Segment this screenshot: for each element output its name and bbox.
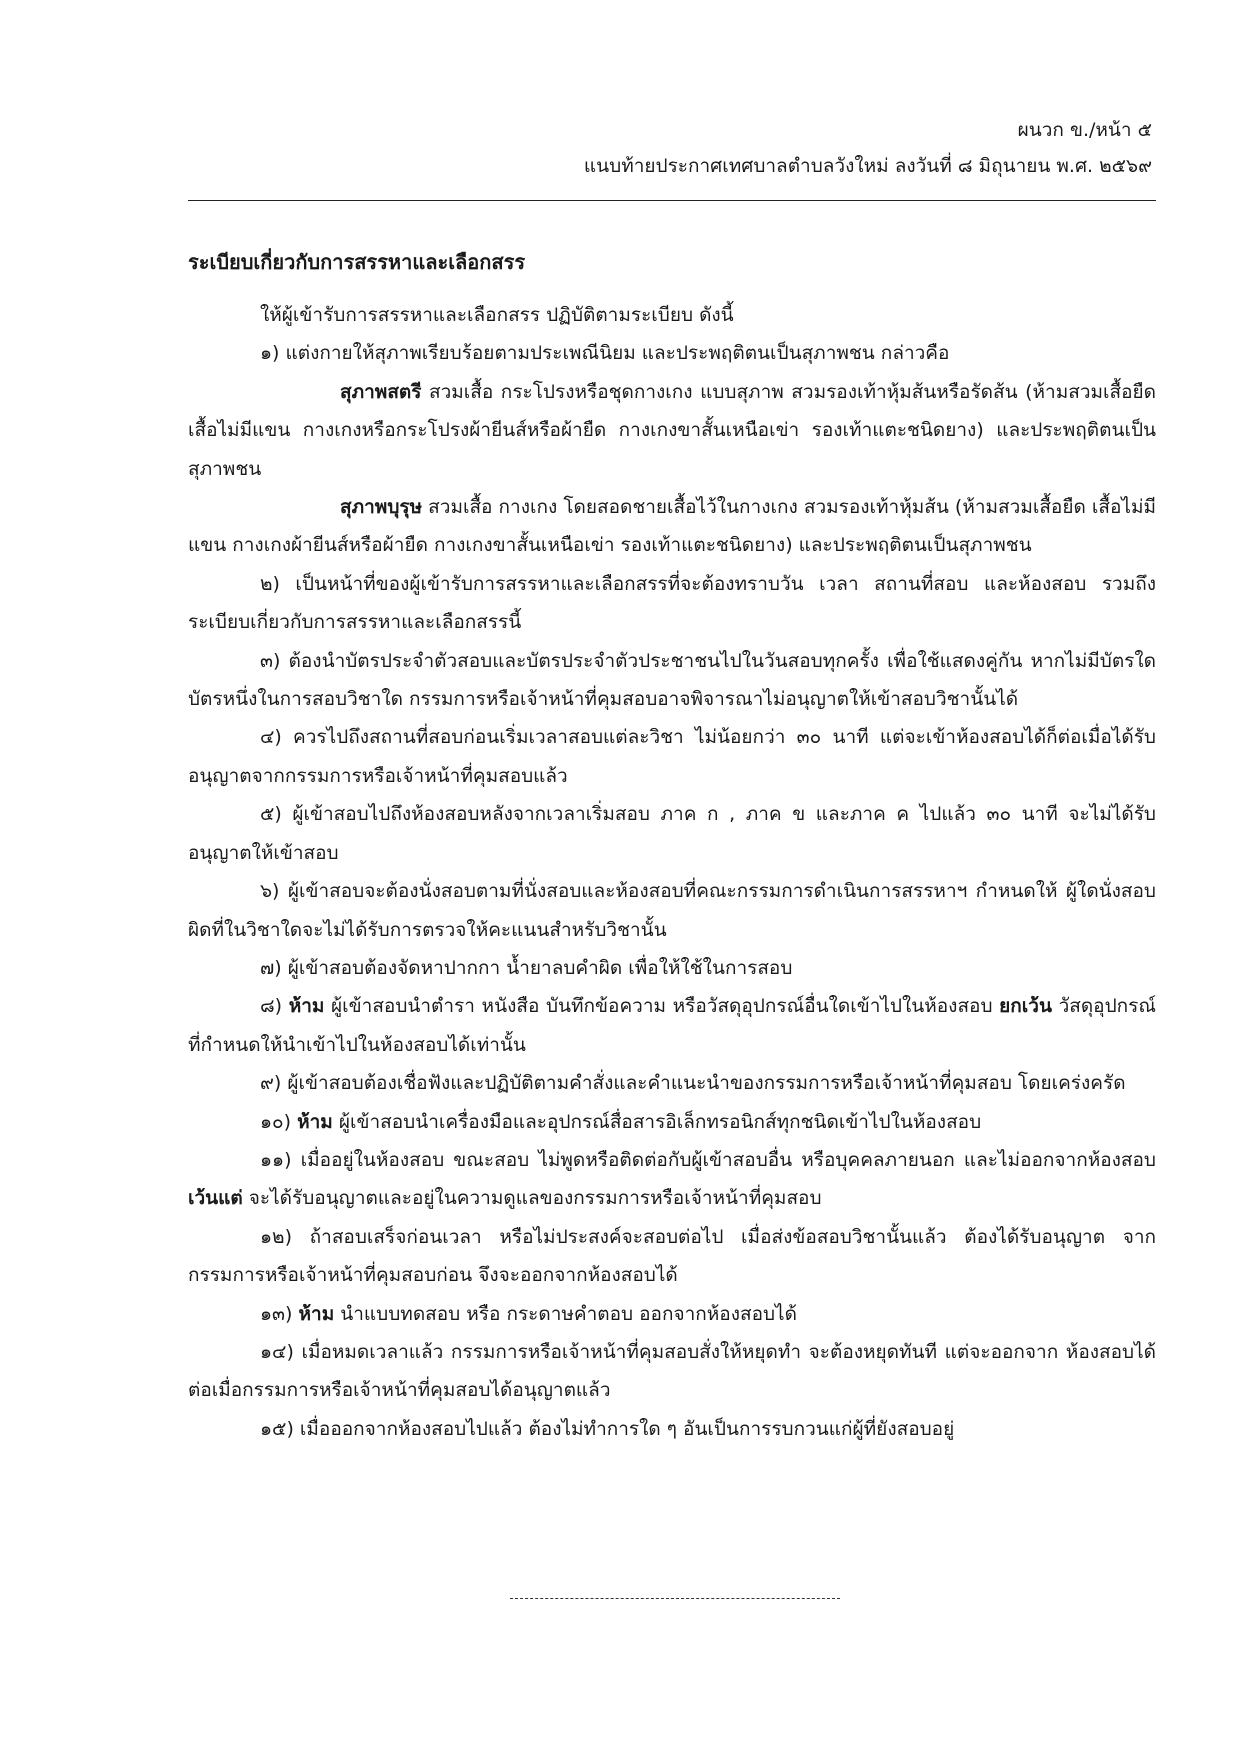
men-text: สวมเสื้อ กางเกง โดยสอดชายเสื้อไว้ในกางเกง สวมรองเท้าหุ้มส้น (ห้ามสวมเสื้อยืด เสื้อไม่มีแขน กางเกงผ้ายีนส์หรือผ้ายืด กางเกงขาสั้นเหนือเข่า รองเท้าแตะชนิดยาง) และประพฤติตนเป็นสุภาพชน xyxy=(188,496,1156,557)
rule-11-tail: จะได้รับอนุญาตและอยู่ในความดูแลของกรรมการหรือเจ้าหน้าที่คุมสอบ xyxy=(242,1187,822,1210)
rule-13-number: ๑๓) xyxy=(260,1302,299,1325)
women-label: สุภาพสตรี xyxy=(340,380,422,403)
document-body xyxy=(188,296,1156,1448)
rule-14: ๑๔) เมื่อหมดเวลาแล้ว กรรมการหรือเจ้าหน้าที่คุมสอบสั่งให้หยุดทำ จะต้องหยุดทันที แต่จะออกจาก ห้องสอบได้ต่อเมื่อกรรมการหรือเจ้าหน้าที่คุมสอบได้อนุญาตแล้ว xyxy=(188,1340,1156,1402)
rule-7: ๗) ผู้เข้าสอบต้องจัดหาปากกา น้ำยาลบคำผิด เพื่อให้ใช้ในการสอบ xyxy=(260,956,793,979)
rule-8-text: ผู้เข้าสอบนำตำรา หนังสือ บันทึกข้อความ หรือวัสดุอุปกรณ์อื่นใดเข้าไปในห้องสอบ xyxy=(324,995,1000,1018)
end-of-document-divider xyxy=(510,1598,840,1599)
women-text: สวมเสื้อ กระโปรงหรือชุดกางเกง แบบสุภาพ สวมรองเท้าหุ้มส้นหรือรัดส้น (ห้ามสวมเสื้อยืด เสื้อไม่มีแขน กางเกงหรือกระโปรงผ้ายีนส์หรือผ้ายืด กางเกงขาสั้นเหนือเข่า รองเท้าแตะชนิดยาง) และประพฤติตนเป็นสุภาพชน xyxy=(188,380,1156,480)
document-title: ระเบียบเกี่ยวกับการสรรหาและเลือกสรร xyxy=(188,250,526,274)
rule-3: ๓) ต้องนำบัตรประจำตัวสอบและบัตรประจำตัวประชาชนไปในวันสอบทุกครั้ง เพื่อใช้แสดงคู่กัน หากไม่มีบัตรใดบัตรหนึ่งในการสอบวิชาใด กรรมการหรือเจ้าหน้าที่คุมสอบอาจพิจารณาไม่อนุญาตให้เข้าสอบวิชานั้นได้ xyxy=(188,649,1156,711)
intro-paragraph: ให้ผู้เข้ารับการสรรหาและเลือกสรร ปฏิบัติตามระเบียบ ดังนี้ xyxy=(260,304,734,326)
rule-10-text: ผู้เข้าสอบนำเครื่องมือและอุปกรณ์สื่อสารอิเล็กทรอนิกส์ทุกชนิดเข้าไปในห้องสอบ xyxy=(332,1110,982,1133)
rule-8 xyxy=(188,987,1156,1064)
rule-8-ban: ห้าม xyxy=(288,995,325,1018)
rule-11-text: ๑๑) เมื่ออยู่ในห้องสอบ ขณะสอบ ไม่พูดหรือติดต่อกับผู้เข้าสอบอื่น หรือบุคคลภายนอก และไม่ออกจากห้องสอบ xyxy=(260,1148,1156,1171)
rule-10-ban: ห้าม xyxy=(297,1110,333,1133)
rule-1-women xyxy=(188,373,1156,488)
rule-10 xyxy=(188,1103,1156,1141)
rule-13 xyxy=(188,1295,1156,1333)
rule-8-tail: วัสดุอุปกรณ์ที่กำหนดให้นำเข้าไปในห้องสอบได้เท่านั้น xyxy=(188,995,1156,1056)
rule-11 xyxy=(188,1141,1156,1218)
rule-11-except: เว้นแต่ xyxy=(188,1187,243,1210)
rule-1-men xyxy=(188,488,1156,565)
annex-reference: แนบท้ายประกาศเทศบาลตำบลวังใหม่ ลงวันที่ ๘ มิถุนายน พ.ศ. ๒๕๖๙ xyxy=(583,155,1152,177)
rule-13-text: นำแบบทดสอบ หรือ กระดาษคำตอบ ออกจากห้องสอบได้ xyxy=(334,1302,797,1325)
men-label: สุภาพบุรุษ xyxy=(340,496,423,519)
document-header xyxy=(584,112,1152,184)
rule-8-number: ๘) xyxy=(260,995,289,1018)
rule-12: ๑๒) ถ้าสอบเสร็จก่อนเวลา หรือไม่ประสงค์จะสอบต่อไป เมื่อส่งข้อสอบวิชานั้นแล้ว ต้องได้รับอนุญาต จากกรรมการหรือเจ้าหน้าที่คุมสอบก่อน จึงจะออกจากห้องสอบได้ xyxy=(188,1225,1156,1287)
rule-10-number: ๑๐) xyxy=(260,1110,298,1133)
annex-page-label: ผนวก ข./หน้า ๕ xyxy=(1017,119,1152,141)
rule-4: ๔) ควรไปถึงสถานที่สอบก่อนเริ่มเวลาสอบแต่ละวิชา ไม่น้อยกว่า ๓๐ นาที แต่จะเข้าห้องสอบได้ก็ต่อเมื่อได้รับอนุญาตจากกรรมการหรือเจ้าหน้าที่คุมสอบแล้ว xyxy=(188,726,1156,787)
rule-6: ๖) ผู้เข้าสอบจะต้องนั่งสอบตามที่นั่งสอบและห้องสอบที่คณะกรรมการดำเนินการสรรหาฯ กำหนดให้ ผู้ใดนั่งสอบผิดที่ในวิชาใดจะไม่ได้รับการตรวจให้คะแนนสำหรับวิชานั้น xyxy=(188,880,1156,941)
rule-1: ๑) แต่งกายให้สุภาพเรียบร้อยตามประเพณีนิยม และประพฤติตนเป็นสุภาพชน กล่าวคือ xyxy=(260,342,950,365)
rule-2: ๒) เป็นหน้าที่ของผู้เข้ารับการสรรหาและเลือกสรรที่จะต้องทราบวัน เวลา สถานที่สอบ และห้องสอบ รวมถึงระเบียบเกี่ยวกับการสรรหาและเลือกสรรนี้ xyxy=(188,572,1156,634)
rule-8-except: ยกเว้น xyxy=(999,995,1052,1018)
rule-9: ๙) ผู้เข้าสอบต้องเชื่อฟังและปฏิบัติตามคำสั่งและคำแนะนำของกรรมการหรือเจ้าหน้าที่คุมสอบ โดยเคร่งครัด xyxy=(260,1072,1126,1095)
rule-5: ๕) ผู้เข้าสอบไปถึงห้องสอบหลังจากเวลาเริ่มสอบ ภาค ก , ภาค ข และภาค ค ไปแล้ว ๓๐ นาที จะไม่ได้รับอนุญาตให้เข้าสอบ xyxy=(188,803,1156,864)
header-divider xyxy=(188,200,1156,201)
rule-13-ban: ห้าม xyxy=(298,1302,335,1325)
rule-15: ๑๕) เมื่อออกจากห้องสอบไปแล้ว ต้องไม่ทำการใด ๆ อันเป็นการรบกวนแก่ผู้ที่ยังสอบอยู่ xyxy=(260,1417,955,1440)
